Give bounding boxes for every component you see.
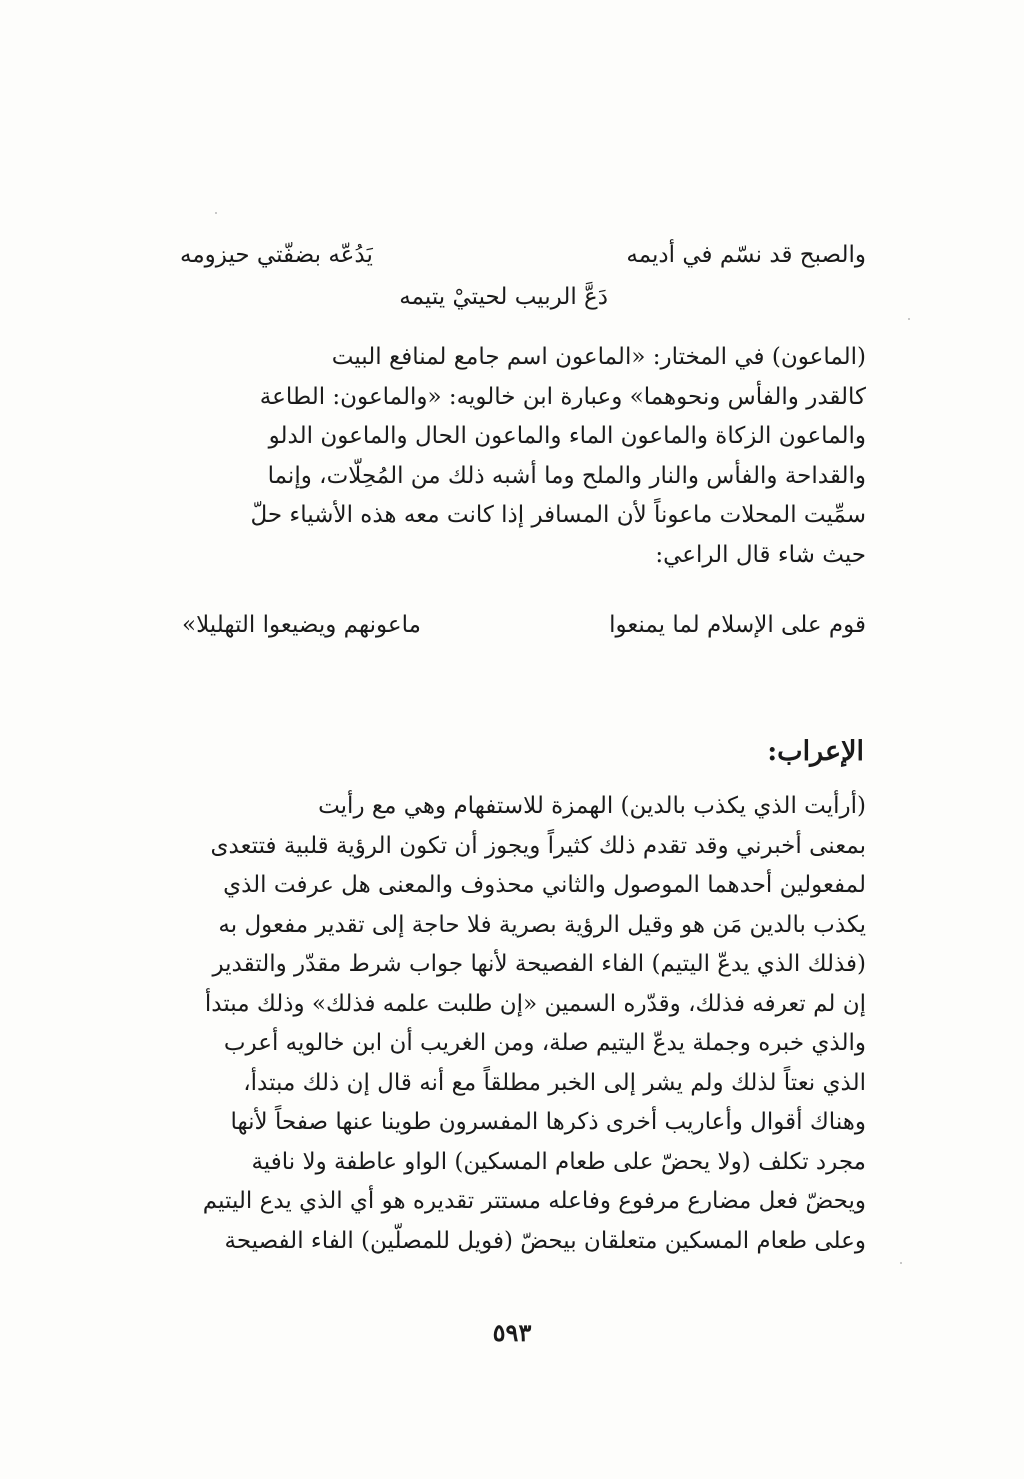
paragraph-line: (أرأيت الذي يكذب بالدين) الهمزة للاستفهام وهي مع رأيت bbox=[318, 793, 866, 819]
paragraph-irab bbox=[160, 787, 866, 1261]
verse-1-continuation: دَعَّ الربيب لحيتيْ يتيمه bbox=[399, 284, 608, 310]
paragraph-line: والماعون الزكاة والماعون الماء والماعون الحال والماعون الدلو bbox=[268, 423, 866, 449]
paragraph-line: سمِّيت المحلات ماعوناً لأن المسافر إذا كانت معه هذه الأشياء حلّ bbox=[250, 502, 866, 528]
verse-1 bbox=[160, 242, 866, 282]
paragraph-line: حيث شاء قال الراعي: bbox=[655, 541, 866, 568]
paragraph-line: وهناك أقوال وأعاريب أخرى ذكرها المفسرون طوينا عنها صفحاً لأنها bbox=[230, 1109, 866, 1135]
verse-2 bbox=[160, 612, 866, 652]
scan-speck bbox=[908, 318, 910, 320]
paragraph-line: يكذب بالدين مَن هو وقيل الرؤية بصرية فلا حاجة إلى تقدير مفعول به bbox=[218, 911, 866, 938]
paragraph-line: كالقدر والفأس ونحوهما» وعبارة ابن خالويه: «والماعون: الطاعة bbox=[259, 383, 866, 410]
paragraph-line: لمفعولين أحدهما الموصول والثاني محذوف والمعنى هل عرفت الذي bbox=[223, 872, 866, 898]
paragraph-line: (فذلك الذي يدعّ اليتيم) الفاء الفصيحة لأنها جواب شرط مقدّر والتقدير bbox=[212, 951, 866, 977]
paragraph-line: ويحضّ فعل مضارع مرفوع وفاعله مستتر تقديره هو أي الذي يدع اليتيم bbox=[202, 1188, 866, 1214]
paragraph-line: إن لم تعرفه فذلك، وقدّره السمين «إن طلبت علمه فذلك» وذلك مبتدأ bbox=[204, 990, 866, 1017]
paragraph-line: والقداحة والفأس والنار والملح وما أشبه ذلك من المُحِلّات، وإنما bbox=[267, 462, 866, 489]
page-number: ٥٩٣ bbox=[492, 1318, 532, 1347]
scan-speck bbox=[900, 1262, 902, 1264]
verse-2-right-hemistich: قوم على الإسلام لما يمنعوا bbox=[609, 612, 866, 638]
paragraph-line: الذي نعتاً لذلك ولم يشر إلى الخبر مطلقاً مع أنه قال إن ذلك مبتدأ، bbox=[243, 1069, 866, 1096]
section-heading-irab: الإعراب: bbox=[767, 736, 864, 767]
verse-1-left-hemistich: يَدُعّه بضفّتي حيزومه bbox=[180, 242, 373, 268]
paragraph-line: (الماعون) في المختار: «الماعون اسم جامع لمنافع البيت bbox=[331, 344, 866, 370]
verse-1-right-hemistich: والصبح قد نسّم في أديمه bbox=[626, 242, 866, 268]
paragraph-line: مجرد تكلف (ولا يحضّ على طعام المسكين) الواو عاطفة ولا نافية bbox=[251, 1148, 866, 1175]
paragraph-line: والذي خبره وجملة يدعّ اليتيم صلة، ومن الغريب أن ابن خالويه أعرب bbox=[223, 1030, 866, 1056]
paragraph-maun-definition bbox=[160, 338, 866, 575]
verse-2-left-hemistich: ماعونهم ويضيعوا التهليلا» bbox=[182, 612, 421, 638]
scan-speck bbox=[215, 212, 217, 214]
paragraph-line: بمعنى أخبرني وقد تقدم ذلك كثيراً ويجوز أن تكون الرؤية قلبية فتتعدى bbox=[210, 832, 866, 859]
paragraph-line: وعلى طعام المسكين متعلقان بيحضّ (فويل للمصلّين) الفاء الفصيحة bbox=[224, 1227, 866, 1254]
